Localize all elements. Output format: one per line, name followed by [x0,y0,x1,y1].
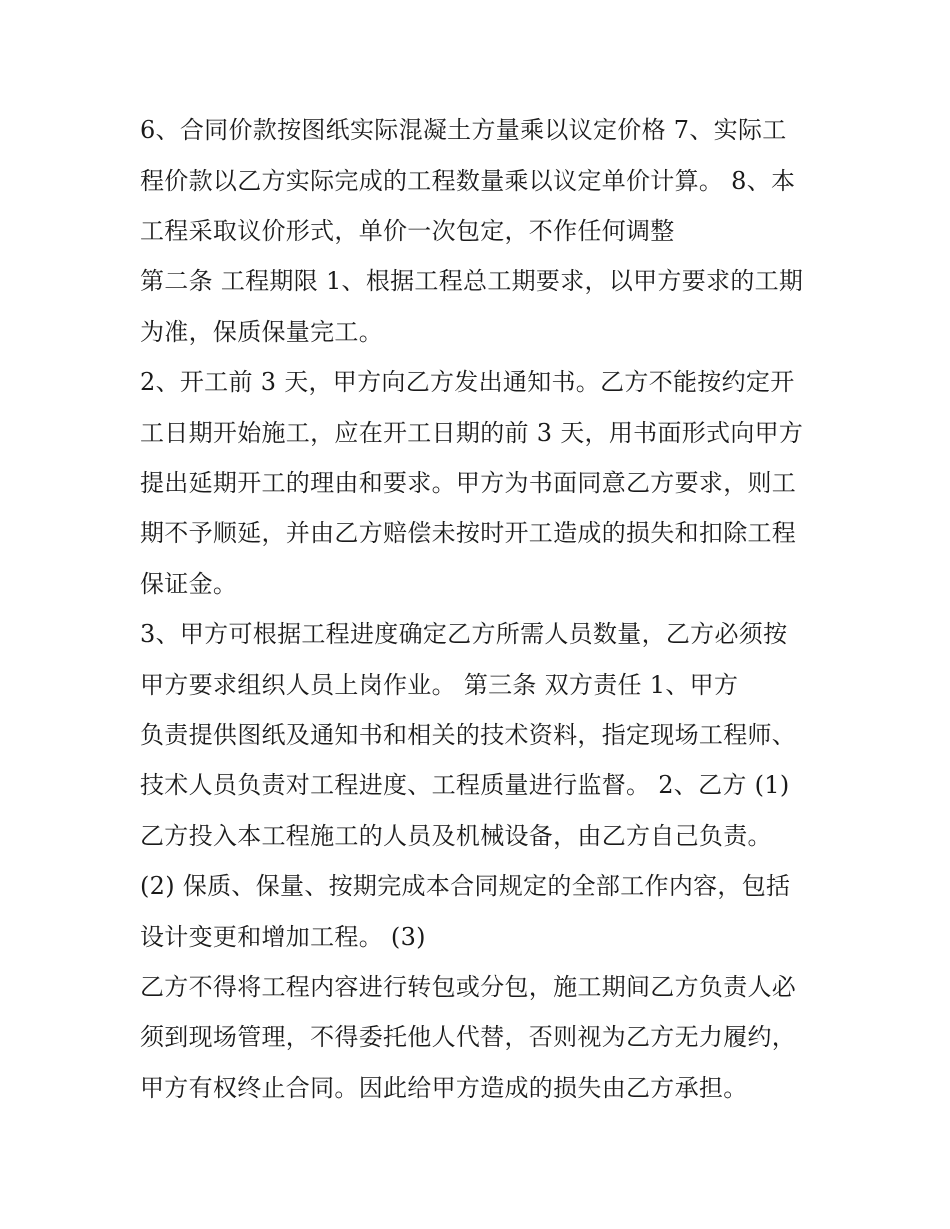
text-line: 6、合同价款按图纸实际混凝土方量乘以议定价格 7、实际工 [140,116,787,144]
text-line: 为准，保质保量完工。 [140,318,383,346]
text-line: 第二条 工程期限 1、根据工程总工期要求，以甲方要求的工期 [140,267,804,295]
text-line: 提出延期开工的理由和要求。甲方为书面同意乙方要求，则工 [140,469,797,497]
text-line: 乙方不得将工程内容进行转包或分包，施工期间乙方负责人必 [140,973,797,1001]
text-line: 甲方要求组织人员上岗作业。 第三条 双方责任 1、甲方 [140,671,739,699]
text-line: 乙方投入本工程施工的人员及机械设备，由乙方自己负责。 [140,822,772,850]
text-line: (2) 保质、保量、按期完成本合同规定的全部工作内容，包括 [140,872,791,900]
text-line: 工日期开始施工，应在开工日期的前 3 天，用书面形式向甲方 [140,419,804,447]
text-line: 工程采取议价形式，单价一次包定，不作任何调整 [140,217,675,245]
text-line: 3、甲方可根据工程进度确定乙方所需人员数量，乙方必须按 [140,620,788,648]
text-line: 2、开工前 3 天，甲方向乙方发出通知书。乙方不能按约定开 [140,368,795,396]
text-line: 期不予顺延，并由乙方赔偿未按时开工造成的损失和扣除工程 [140,519,797,547]
text-line: 负责提供图纸及通知书和相关的技术资料，指定现场工程师、 [140,721,797,749]
text-line: 技术人员负责对工程进度、工程质量进行监督。 2、乙方 (1) [140,771,790,799]
text-line: 设计变更和增加工程。 (3) [140,923,426,951]
text-line: 保证金。 [140,570,238,598]
text-line: 甲方有权终止合同。因此给甲方造成的损失由乙方承担。 [140,1074,748,1102]
text-line: 程价款以乙方实际完成的工程数量乘以议定单价计算。 8、本 [140,167,796,195]
text-line: 须到现场管理，不得委托他人代替，否则视为乙方无力履约， [140,1023,797,1051]
